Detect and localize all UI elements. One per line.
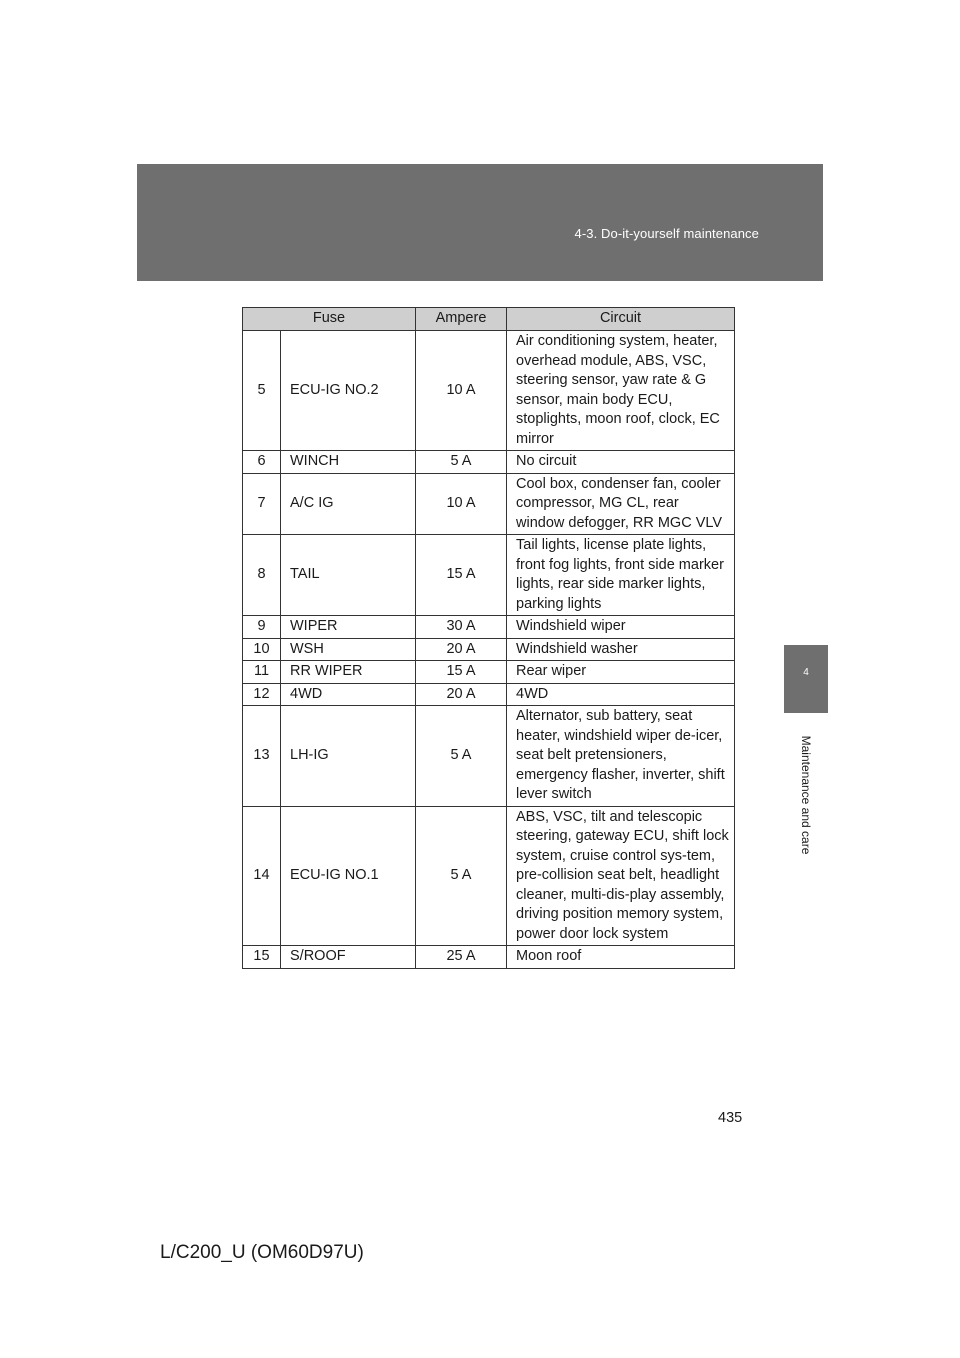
fuse-circuit: Windshield wiper (507, 616, 735, 639)
fuse-ampere: 15 A (416, 535, 507, 616)
fuse-number: 15 (243, 946, 281, 969)
fuse-ampere: 25 A (416, 946, 507, 969)
fuse-circuit: 4WD (507, 683, 735, 706)
fuse-name: S/ROOF (281, 946, 416, 969)
fuse-name: ECU-IG NO.2 (281, 331, 416, 451)
fuse-name: TAIL (281, 535, 416, 616)
table-row (243, 806, 735, 946)
fuse-name: LH-IG (281, 706, 416, 807)
fuse-number: 8 (243, 535, 281, 616)
table-row (243, 683, 735, 706)
section-title: 4-3. Do-it-yourself maintenance (574, 226, 759, 241)
fuse-number: 9 (243, 616, 281, 639)
fuse-table (242, 307, 735, 969)
fuse-number: 14 (243, 806, 281, 946)
column-header-fuse: Fuse (243, 308, 416, 331)
fuse-circuit: Rear wiper (507, 661, 735, 684)
fuse-circuit: Moon roof (507, 946, 735, 969)
fuse-name: RR WIPER (281, 661, 416, 684)
column-header-ampere: Ampere (416, 308, 507, 331)
table-row (243, 616, 735, 639)
fuse-circuit: ABS, VSC, tilt and telescopic steering, gateway ECU, shift lock system, cruise control sys-tem, pre-collision seat belt, headlight cleaner, multi-dis-play assembly, driving position memory system, power door lock system (507, 806, 735, 946)
fuse-ampere: 5 A (416, 806, 507, 946)
fuse-name: WIPER (281, 616, 416, 639)
table-row (243, 535, 735, 616)
fuse-ampere: 15 A (416, 661, 507, 684)
fuse-number: 5 (243, 331, 281, 451)
fuse-name: A/C IG (281, 473, 416, 535)
table-row (243, 706, 735, 807)
footer-model-code: L/C200_U (OM60D97U) (160, 1242, 364, 1263)
fuse-ampere: 10 A (416, 473, 507, 535)
fuse-number: 11 (243, 661, 281, 684)
header-band (137, 164, 823, 281)
fuse-name: 4WD (281, 683, 416, 706)
fuse-number: 6 (243, 451, 281, 474)
fuse-name: ECU-IG NO.1 (281, 806, 416, 946)
fuse-ampere: 30 A (416, 616, 507, 639)
fuse-number: 12 (243, 683, 281, 706)
fuse-circuit: Alternator, sub battery, seat heater, windshield wiper de-icer, seat belt pretensioners, emergency flasher, inverter, shift lever switch (507, 706, 735, 807)
column-header-circuit: Circuit (507, 308, 735, 331)
fuse-ampere: 5 A (416, 706, 507, 807)
fuse-name: WSH (281, 638, 416, 661)
fuse-number: 10 (243, 638, 281, 661)
chapter-tab (784, 645, 828, 713)
table-header-row (243, 308, 735, 331)
fuse-circuit: No circuit (507, 451, 735, 474)
fuse-ampere: 5 A (416, 451, 507, 474)
fuse-name: WINCH (281, 451, 416, 474)
fuse-circuit: Air conditioning system, heater, overhead module, ABS, VSC, steering sensor, yaw rate & G sensor, main body ECU, stoplights, moon roof, clock, EC mirror (507, 331, 735, 451)
fuse-ampere: 20 A (416, 683, 507, 706)
table-row (243, 473, 735, 535)
fuse-circuit: Cool box, condenser fan, cooler compressor, MG CL, rear window defogger, RR MGC VLV (507, 473, 735, 535)
table-row (243, 331, 735, 451)
chapter-label: Maintenance and care (799, 735, 813, 855)
table-row (243, 638, 735, 661)
page-number: 435 (718, 1110, 743, 1126)
table-row (243, 451, 735, 474)
fuse-number: 7 (243, 473, 281, 535)
fuse-circuit: Windshield washer (507, 638, 735, 661)
fuse-number: 13 (243, 706, 281, 807)
chapter-number: 4 (803, 667, 809, 678)
fuse-ampere: 10 A (416, 331, 507, 451)
fuse-ampere: 20 A (416, 638, 507, 661)
fuse-circuit: Tail lights, license plate lights, front fog lights, front side marker lights, rear side marker lights, parking lights (507, 535, 735, 616)
table-row (243, 661, 735, 684)
table-row (243, 946, 735, 969)
